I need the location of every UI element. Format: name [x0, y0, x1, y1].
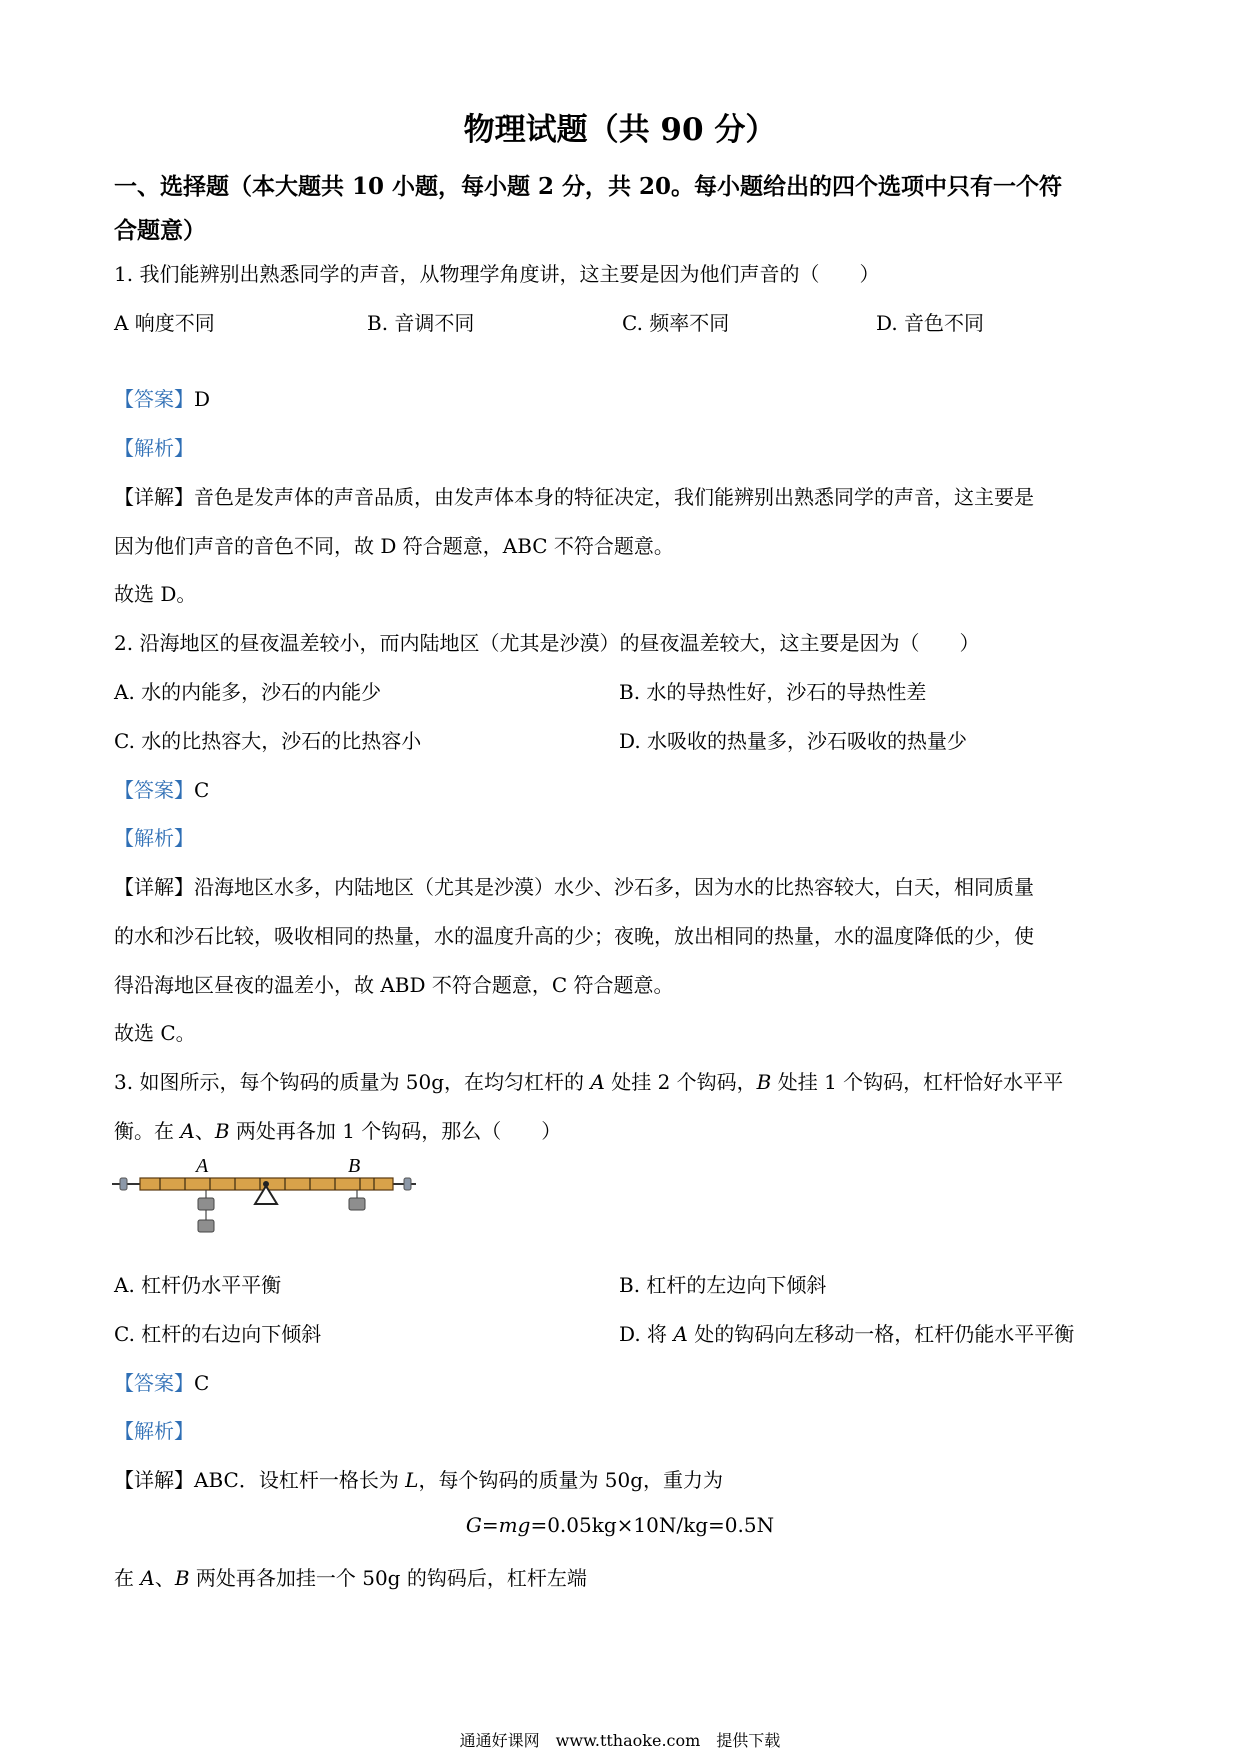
- q3-detail-line2: 在 A、B 两处再各加挂一个 50g 的钩码后，杠杆左端: [114, 1566, 587, 1590]
- q3-analysis: [114, 1415, 194, 1444]
- q2-stem: 2. 沿海地区的昼夜温差较小，而内陆地区（尤其是沙漠）的昼夜温差较大，这主要是因为（ ）: [114, 631, 980, 655]
- q1-stem: 1. 我们能辨别出熟悉同学的声音，从物理学角度讲，这主要是因为他们声音的（ ）: [114, 262, 880, 286]
- q3-formula: G=mg=0.05kg×10N/kg=0.5N: [465, 1513, 775, 1537]
- q2-answer: [114, 774, 209, 803]
- q2-option-b: B. 水的导热性好，沙石的导热性差: [619, 680, 927, 704]
- lever-end-knob-right: [404, 1178, 411, 1190]
- analysis-tag: 【解析】: [114, 826, 194, 850]
- page-title: 物理试题（共 90 分）: [463, 112, 777, 148]
- answer-tag: 【答案】: [114, 778, 194, 802]
- page-footer: 通通好课网 www.tthaoke.com 提供下载: [459, 1731, 781, 1750]
- analysis-tag: 【解析】: [114, 436, 194, 460]
- q3-detail-line1: 【详解】ABC．设杠杆一格长为 L，每个钩码的质量为 50g，重力为: [114, 1468, 724, 1492]
- lever-end-knob-left: [120, 1178, 127, 1190]
- q2-detail-line2: 的水和沙石比较，吸收相同的热量，水的温度升高的少；夜晚，放出相同的热量，水的温度降低的少，使: [114, 924, 1034, 948]
- q3-answer-value: C: [194, 1371, 210, 1395]
- q3-stem-line2: 衡。在 A、B 两处再各加 1 个钩码，那么（ ）: [114, 1119, 562, 1143]
- q2-answer-value: C: [194, 778, 210, 802]
- q2-detail-text1: 沿海地区水多，内陆地区（尤其是沙漠）水少、沙石多，因为水的比热容较大，白天，相同质量: [194, 875, 1034, 899]
- section-heading-line1: 一、选择题（本大题共 10 小题，每小题 2 分，共 20。每小题给出的四个选项中只有一个符: [114, 173, 1063, 200]
- q3-option-a: A. 杠杆仍水平平衡: [114, 1273, 282, 1297]
- q1-detail-line1: [114, 481, 1034, 510]
- q3-option-c: C. 杠杆的右边向下倾斜: [114, 1322, 322, 1346]
- detail-tag: 【详解】: [114, 485, 194, 509]
- q3-option-d: D. 将 A 处的钩码向左移动一格，杠杆仍能水平平衡: [619, 1322, 1075, 1346]
- q2-detail-line1: [114, 871, 1034, 900]
- q1-option-c: C. 频率不同: [622, 311, 730, 335]
- q1-detail-text1: 音色是发声体的声音品质，由发声体本身的特征决定，我们能辨别出熟悉同学的声音，这主要是: [194, 485, 1034, 509]
- q2-detail-line3: 得沿海地区昼夜的温差小，故 ABD 不符合题意，C 符合题意。: [114, 973, 674, 997]
- analysis-tag: 【解析】: [114, 1419, 194, 1443]
- q2-conclusion: 故选 C。: [114, 1021, 196, 1045]
- q2-analysis: [114, 822, 194, 851]
- q1-answer-value: D: [194, 387, 211, 411]
- answer-tag: 【答案】: [114, 387, 194, 411]
- q1-option-d: D. 音色不同: [876, 311, 985, 335]
- q1-answer: [114, 383, 210, 412]
- q3-answer: [114, 1367, 209, 1396]
- weight-b-1: [349, 1198, 365, 1210]
- q1-detail-line2: 因为他们声音的音色不同，故 D 符合题意，ABC 不符合题意。: [114, 534, 674, 558]
- label-a: A: [196, 1155, 209, 1177]
- lever-diagram: [112, 1152, 424, 1244]
- detail-tag: 【详解】: [114, 1468, 194, 1492]
- detail-tag: 【详解】: [114, 875, 194, 899]
- answer-tag: 【答案】: [114, 1371, 194, 1395]
- weight-a-1: [198, 1198, 214, 1210]
- section-heading-line2: 合题意）: [114, 217, 206, 244]
- q2-option-c: C. 水的比热容大，沙石的比热容小: [114, 729, 422, 753]
- q2-option-a: A. 水的内能多，沙石的内能少: [114, 680, 382, 704]
- q1-analysis: [114, 432, 194, 461]
- q3-stem-line1: 3. 如图所示，每个钩码的质量为 50g，在均匀杠杆的 A 处挂 2 个钩码，B 处挂 1 个钩码，杠杆恰好水平平: [114, 1070, 1064, 1094]
- label-b: B: [348, 1155, 361, 1177]
- q1-option-a: A 响度不同: [114, 311, 215, 335]
- q1-conclusion: 故选 D。: [114, 582, 197, 606]
- q2-option-d: D. 水吸收的热量多，沙石吸收的热量少: [619, 729, 968, 753]
- q3-option-b: B. 杠杆的左边向下倾斜: [619, 1273, 827, 1297]
- weight-a-2: [198, 1220, 214, 1232]
- q1-option-b: B. 音调不同: [367, 311, 475, 335]
